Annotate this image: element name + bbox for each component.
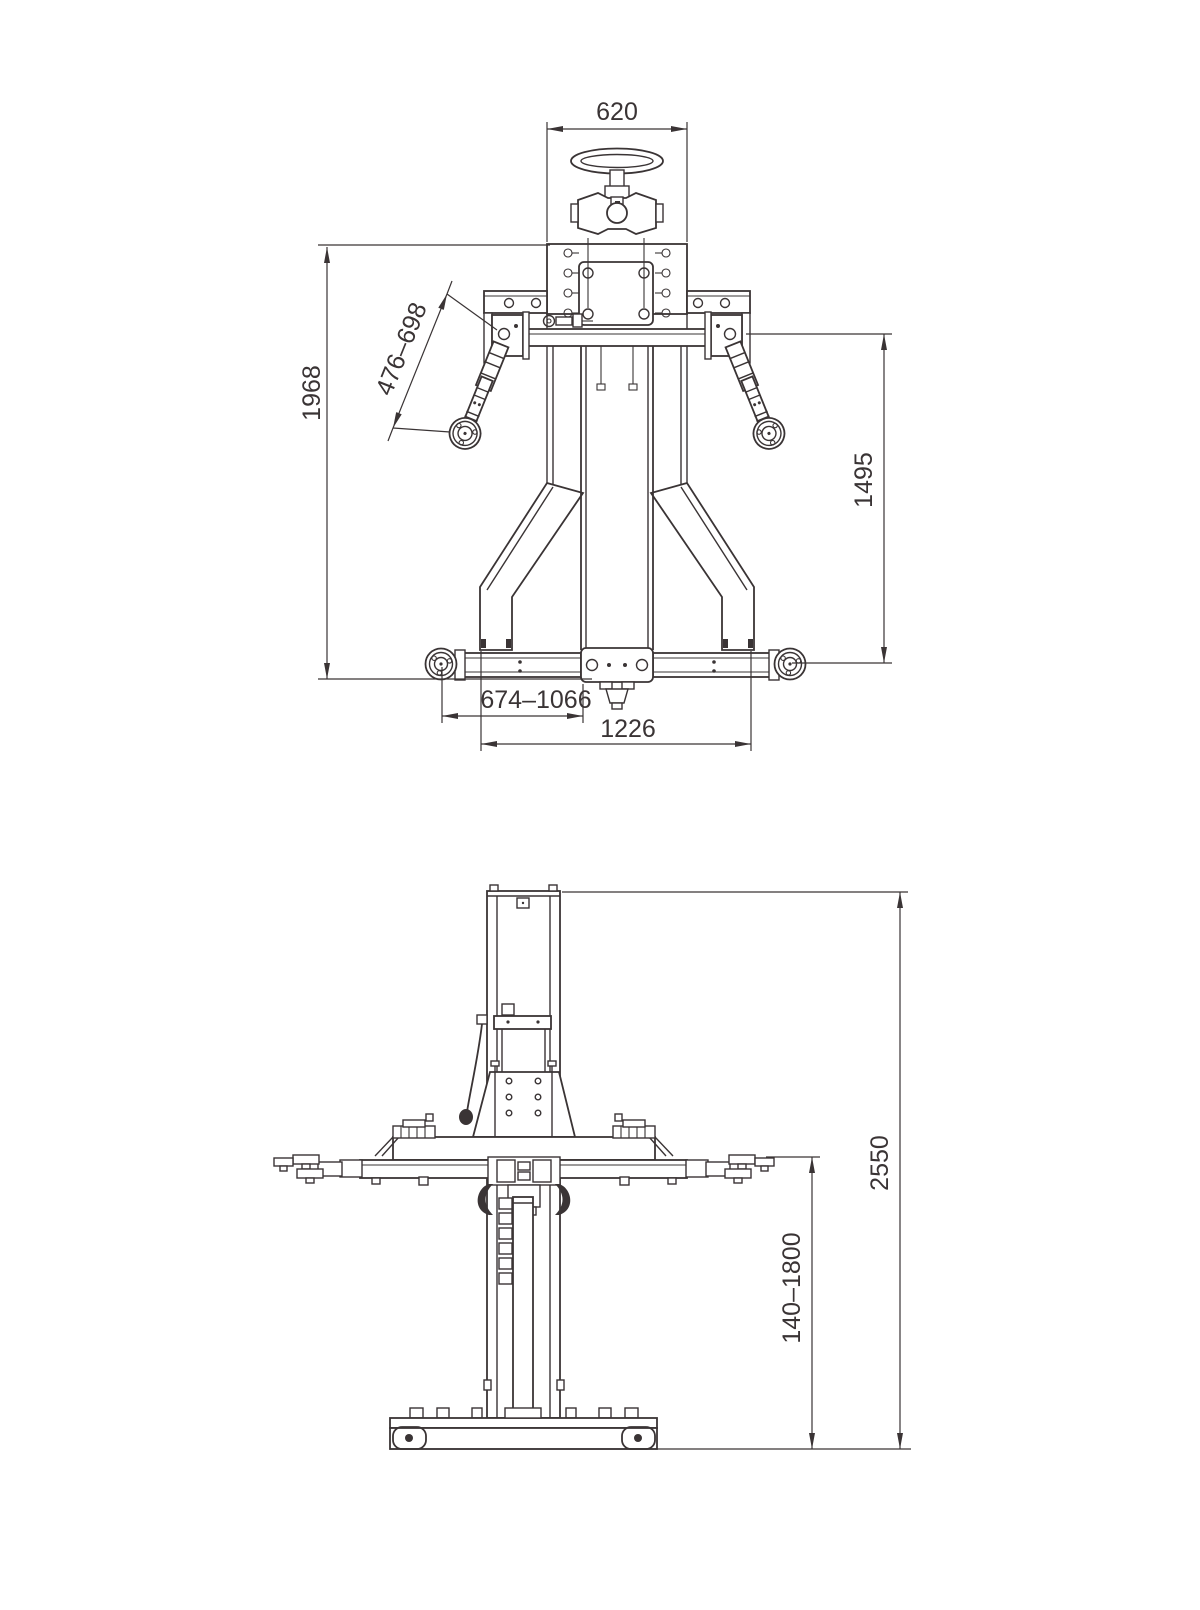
handle-wheel <box>571 149 663 235</box>
arm-pad-right <box>749 413 789 453</box>
dim-1495-label: 1495 <box>850 452 878 508</box>
dim-476-698-label: 476–698 <box>370 298 433 400</box>
side-view <box>274 885 911 1449</box>
support-leg-left <box>480 483 583 650</box>
handle-knob <box>459 1109 473 1125</box>
arm-pad-left <box>445 413 485 453</box>
dim-1226-label: 1226 <box>600 715 656 743</box>
support-leg-right <box>651 483 754 650</box>
arm-pad-stack-right <box>613 1114 655 1138</box>
crossbar <box>527 329 707 390</box>
dim-140-1800-label: 140–1800 <box>778 1232 806 1344</box>
swing-arm-right <box>719 339 790 454</box>
swing-arm-left <box>445 339 516 454</box>
hydraulic-cylinder <box>513 1197 534 1440</box>
base-roller-left <box>426 649 457 680</box>
dim-2550-label: 2550 <box>866 1135 894 1191</box>
lift-column-front <box>581 346 653 650</box>
base-roller-right <box>775 649 806 680</box>
front-view <box>298 98 892 751</box>
dim-140-1800 <box>766 1157 820 1449</box>
folded-pads-right <box>686 1155 774 1183</box>
base-center-block <box>581 648 653 682</box>
dim-620-label: 620 <box>596 98 638 126</box>
dim-1495 <box>746 334 892 663</box>
dim-674-1066-label: 674–1066 <box>480 686 592 714</box>
base-assembly-side <box>390 1408 657 1449</box>
dim-1968-label: 1968 <box>298 365 326 421</box>
tow-hook <box>606 689 628 703</box>
folded-pads-left <box>274 1155 362 1183</box>
arm-pad-stack-left <box>393 1114 435 1138</box>
